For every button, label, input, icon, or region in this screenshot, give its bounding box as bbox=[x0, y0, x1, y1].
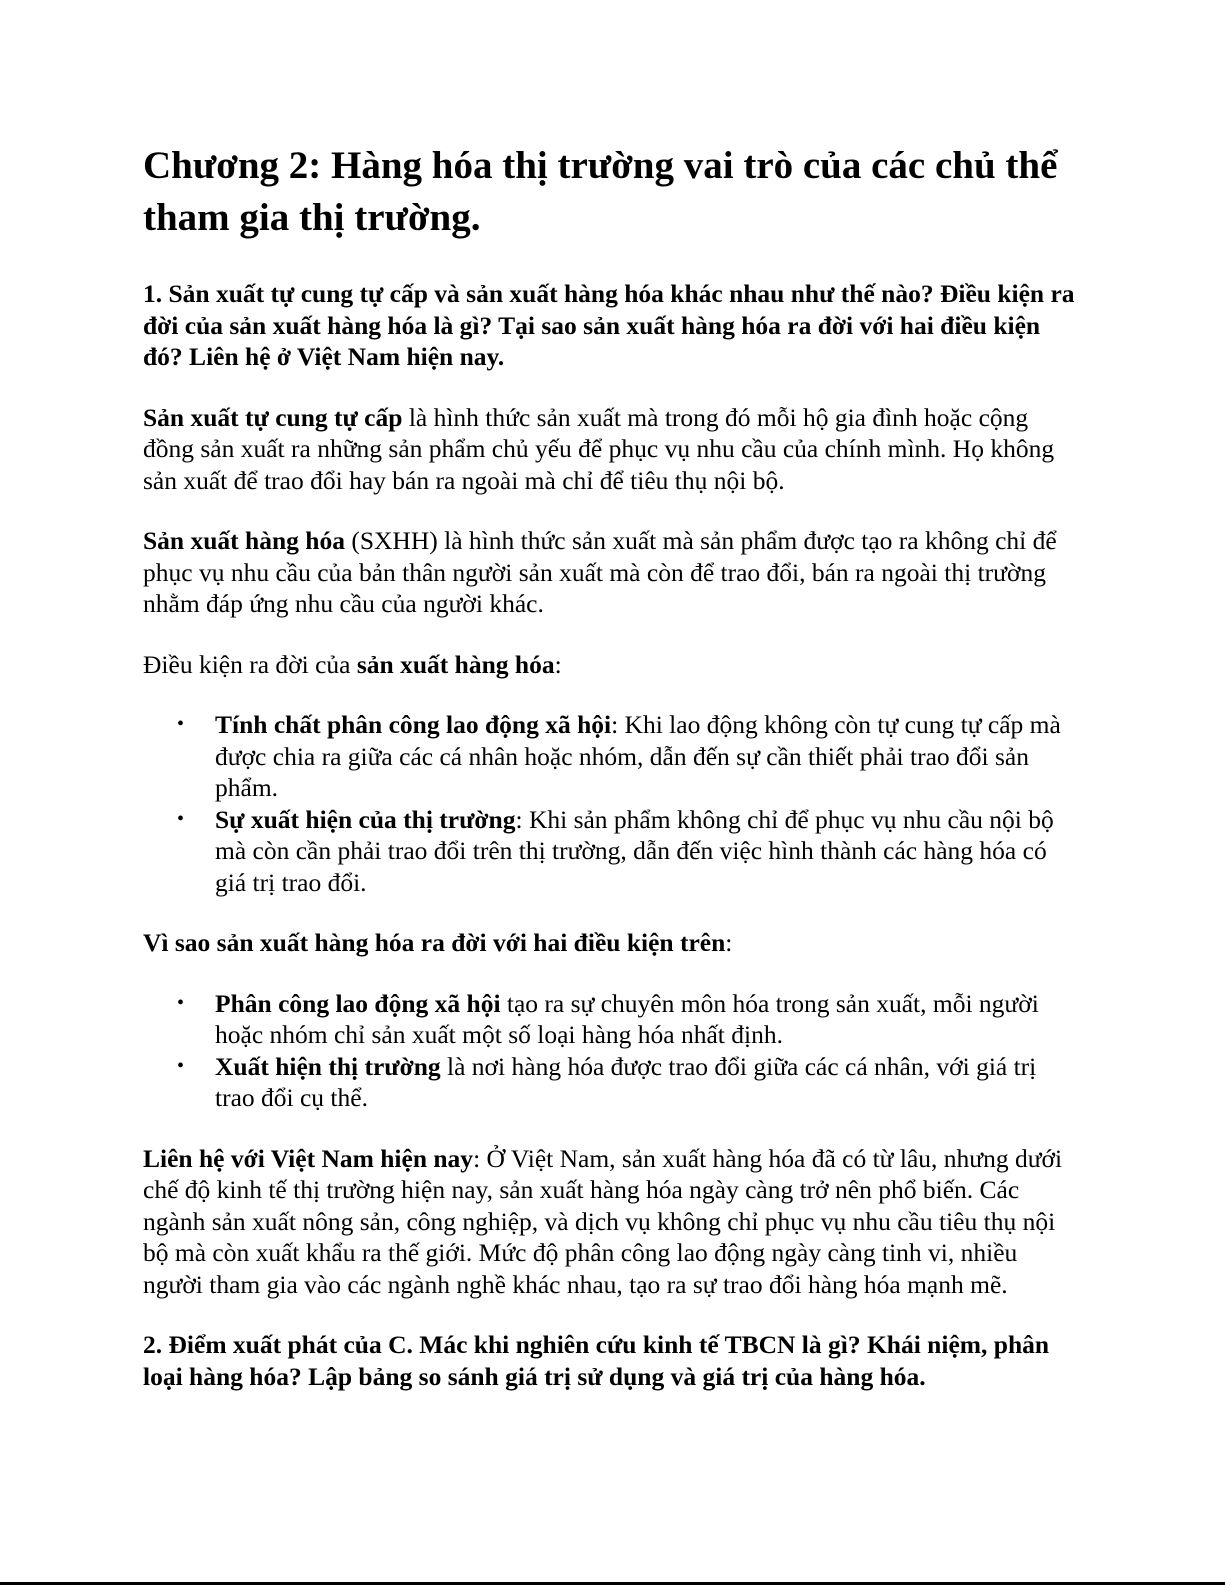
document-page bbox=[143, 140, 1078, 1421]
paragraph-why-heading bbox=[143, 927, 1078, 959]
question-2-heading: 2. Điểm xuất phát của C. Mác khi nghiên cứu kinh tế TBCN là gì? Khái niệm, phân loại hàng hóa? Lập bảng so sánh giá trị sử dụng và giá trị của hàng hóa. bbox=[143, 1330, 1050, 1391]
bullet-icon: • bbox=[177, 1054, 185, 1077]
term-commodity-production: Sản xuất hàng hóa bbox=[143, 526, 345, 555]
list-item-text: là nơi hàng hóa được trao đổi giữa các cá nhân, với giá trị trao đổi cụ thể. bbox=[215, 1051, 1037, 1112]
list-item bbox=[177, 709, 1078, 804]
bullet-icon: • bbox=[177, 991, 185, 1014]
bullet-icon: • bbox=[177, 713, 185, 735]
conditions-intro-colon: : bbox=[554, 649, 562, 679]
list-item-term: Xuất hiện thị trường bbox=[215, 1051, 441, 1081]
list-item-text: : Khi sản phẩm không chỉ để phục vụ nhu cầu nội bộ mà còn cần phải trao đổi trên thị trường, dẫn đến việc hình thành các hàng hóa có giá trị trao đổi. bbox=[215, 804, 1054, 897]
term-self-sufficient: Sản xuất tự cung tự cấp bbox=[143, 402, 403, 432]
paragraph-commodity-production bbox=[143, 525, 1078, 620]
list-item bbox=[177, 1051, 1078, 1114]
reasons-list bbox=[143, 988, 1078, 1114]
paragraph-vietnam bbox=[143, 1143, 1078, 1301]
why-heading-term: Vì sao sản xuất hàng hóa ra đời với hai điều kiện trên bbox=[143, 928, 726, 957]
bullet-icon: • bbox=[177, 807, 185, 830]
paragraph-self-sufficient-text: là hình thức sản xuất mà trong đó mỗi hộ gia đình hoặc cộng đồng sản xuất ra những sản phẩm chủ yếu để phục vụ nhu cầu của chính mình. Họ không sản xuất để trao đổi hay bán ra ngoài mà chỉ để tiêu thụ nội bộ. bbox=[143, 402, 1055, 495]
list-item-term: Sự xuất hiện của thị trường bbox=[215, 804, 516, 834]
conditions-intro-text: Điều kiện ra đời của bbox=[143, 649, 357, 679]
list-item-term: Phân công lao động xã hội bbox=[215, 988, 501, 1018]
paragraph-self-sufficient bbox=[143, 402, 1078, 497]
paragraph-conditions-intro bbox=[143, 649, 1078, 681]
list-item bbox=[177, 804, 1078, 899]
chapter-title: Chương 2: Hàng hóa thị trường vai trò của các chủ thể tham gia thị trường. bbox=[143, 144, 1058, 239]
list-item-term: Tính chất phân công lao động xã hội bbox=[215, 710, 612, 739]
list-item-text: : Khi lao động không còn tự cung tự cấp mà được chia ra giữa các cá nhân hoặc nhóm, dẫn đến sự cần thiết phải trao đổi sản phẩm. bbox=[215, 710, 1061, 802]
why-heading-colon: : bbox=[725, 928, 733, 957]
paragraph-commodity-production-text: (SXHH) là hình thức sản xuất mà sản phẩm được tạo ra không chỉ để phục vụ nhu cầu của bản thân người sản xuất mà còn để trao đổi, bán ra ngoài thị trường nhằm đáp ứng nhu cầu của người khác. bbox=[143, 526, 1057, 618]
term-vietnam: Liên hệ với Việt Nam hiện nay bbox=[143, 1143, 474, 1173]
question-1-heading: 1. Sản xuất tự cung tự cấp và sản xuất hàng hóa khác nhau như thế nào? Điều kiện ra đời của sản xuất hàng hóa là gì? Tại sao sản xuất hàng hóa ra đời với hai điều kiện đó? Liên hệ ở Việt Nam hiện nay. bbox=[143, 279, 1075, 371]
conditions-list bbox=[143, 709, 1078, 898]
list-item bbox=[177, 988, 1078, 1051]
paragraph-vietnam-text: : Ở Việt Nam, sản xuất hàng hóa đã có từ lâu, nhưng dưới chế độ kinh tế thị trường hiện nay, sản xuất hàng hóa ngày càng trở nên phổ biến. Các ngành sản xuất nông sản, công nghiệp, và dịch vụ không chỉ phục vụ nhu cầu tiêu thụ nội bộ mà còn xuất khẩu ra thế giới. Mức độ phân công lao động ngày càng tinh vi, nhiều người tham gia vào các ngành nghề khác nhau, tạo ra sự trao đổi hàng hóa mạnh mẽ. bbox=[143, 1143, 1063, 1299]
conditions-intro-term: sản xuất hàng hóa bbox=[356, 649, 555, 679]
list-item-text: tạo ra sự chuyên môn hóa trong sản xuất, mỗi người hoặc nhóm chỉ sản xuất một số loại hàng hóa nhất định. bbox=[215, 988, 1039, 1049]
